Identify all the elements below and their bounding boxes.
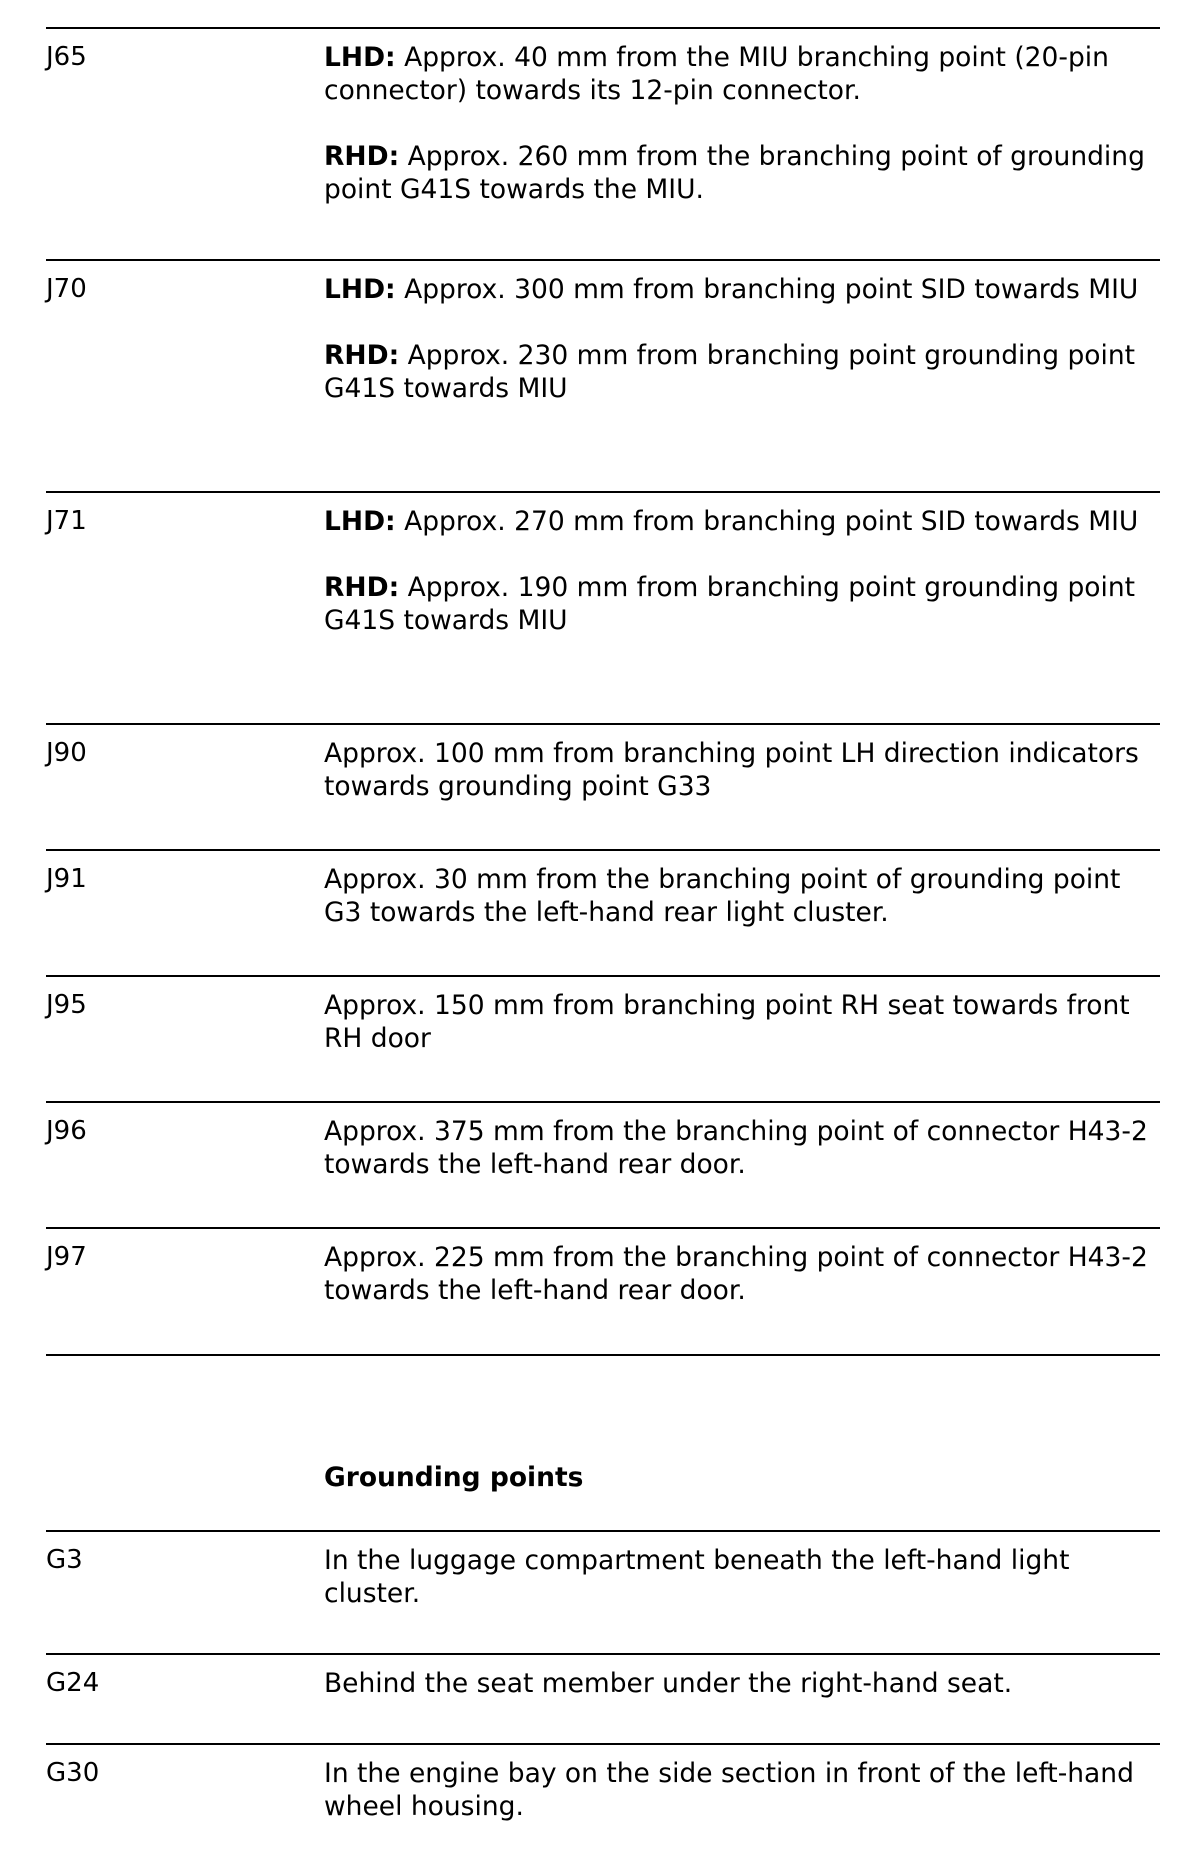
grounding-point-id: G30: [46, 1758, 100, 1788]
junction-id: J96: [46, 1116, 87, 1146]
junction-description: [324, 851, 1160, 975]
junction-description: [324, 493, 1160, 723]
junction-description: [324, 1103, 1160, 1227]
table-row: [46, 849, 1160, 975]
table-row: [46, 1101, 1160, 1227]
description-paragraph: Approx. 30 mm from the branching point of grounding point G3 towards the left-hand rear light cluster.: [324, 864, 1121, 928]
lhd-label: LHD:: [324, 42, 396, 73]
table-row: [46, 723, 1160, 849]
table-row: [46, 27, 1160, 259]
grounding-point-id: G24: [46, 1668, 100, 1698]
document-page: [46, 27, 1160, 1865]
grounding-point-description: In the luggage compartment beneath the left-hand light cluster.: [324, 1545, 1070, 1609]
table-row: [46, 975, 1160, 1101]
grounding-point-id: G3: [46, 1545, 83, 1575]
junction-id: J97: [46, 1242, 87, 1272]
description-paragraph: Approx. 375 mm from the branching point of connector H43-2 towards the left-hand rear door.: [324, 1116, 1148, 1180]
lhd-label: LHD:: [324, 506, 396, 537]
section-heading: Grounding points: [324, 1462, 584, 1493]
grounding-point-description: Behind the seat member under the right-hand seat.: [324, 1668, 1013, 1699]
table-row: [46, 491, 1160, 723]
rhd-label: RHD:: [324, 141, 400, 172]
table-row: [46, 1227, 1160, 1354]
description-paragraph: [324, 339, 1160, 405]
description-paragraph: Approx. 225 mm from the branching point of connector H43-2 towards the left-hand rear door.: [324, 1242, 1148, 1306]
junction-id: J65: [46, 42, 87, 72]
description-paragraph: Approx. 100 mm from branching point LH direction indicators towards grounding point G33: [324, 738, 1139, 802]
junction-description: [324, 261, 1160, 491]
table-row: [46, 1653, 1160, 1743]
table-row: [46, 259, 1160, 491]
junction-id: J90: [46, 738, 87, 768]
rhd-label: RHD:: [324, 572, 400, 603]
junction-description: [324, 977, 1160, 1101]
paragraph-text: Approx. 230 mm from branching point grounding point G41S towards MIU: [324, 340, 1136, 404]
section-header-row: [46, 1354, 1160, 1530]
rhd-label: RHD:: [324, 340, 400, 371]
table-row: [46, 1743, 1160, 1865]
paragraph-text: Approx. 270 mm from branching point SID towards MIU: [395, 506, 1139, 537]
junction-description: [324, 29, 1160, 259]
description-paragraph: [324, 140, 1160, 206]
grounding-point-description: In the engine bay on the side section in front of the left-hand wheel housing.: [324, 1758, 1134, 1822]
junction-description: [324, 725, 1160, 849]
junction-id: J91: [46, 864, 87, 894]
lhd-label: LHD:: [324, 274, 396, 305]
description-paragraph: Approx. 150 mm from branching point RH seat towards front RH door: [324, 990, 1130, 1054]
junction-id: J70: [46, 274, 87, 304]
table-row: [46, 1530, 1160, 1653]
paragraph-text: Approx. 190 mm from branching point grounding point G41S towards MIU: [324, 572, 1136, 636]
junction-id: J95: [46, 990, 87, 1020]
paragraph-text: Approx. 260 mm from the branching point of grounding point G41S towards the MIU.: [324, 141, 1145, 205]
paragraph-text: Approx. 300 mm from branching point SID towards MIU: [395, 274, 1139, 305]
description-paragraph: [324, 505, 1160, 538]
description-paragraph: [324, 41, 1160, 107]
description-paragraph: [324, 571, 1160, 637]
description-paragraph: [324, 273, 1160, 306]
junction-id: J71: [46, 506, 87, 536]
junction-description: [324, 1229, 1160, 1354]
paragraph-text: Approx. 40 mm from the MIU branching point (20-pin connector) towards its 12-pin connector.: [324, 42, 1109, 106]
